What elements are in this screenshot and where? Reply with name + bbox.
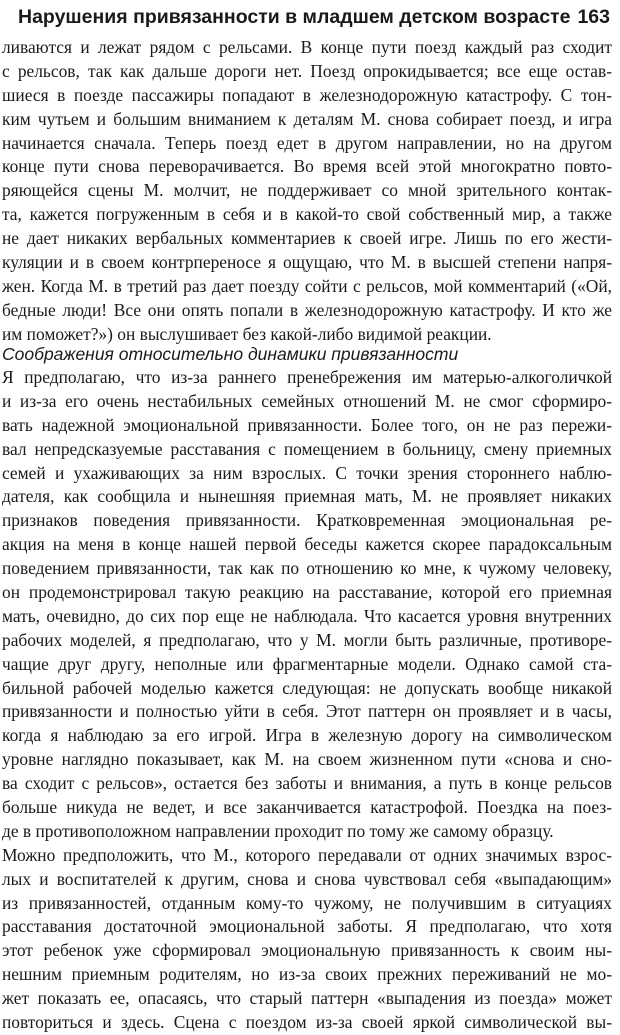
- text-line: и из-за его очень нестабильных семейных отношений М. не смог сформиро-: [2, 390, 612, 411]
- text-line: ряющейся сцены М. молчит, не поддерживает со мной зрительного контак-: [2, 180, 612, 201]
- text-line: чащие друг другу, неполные или фрагментарные модели. Однако самой ста-: [2, 653, 612, 674]
- text-line: расставания достаточной эмоциональной заботы. Я предполагаю, что хотя: [2, 916, 612, 937]
- text-line: ливаются и лежат рядом с рельсами. В конце пути поезд каждый раз сходит: [2, 37, 612, 57]
- text-line: акция на меня в конце нашей первой беседы кажется скорее парадоксальным: [2, 534, 612, 555]
- text-line: вал непредсказуемые расставания с помещением в больницу, смену приемных: [2, 438, 612, 459]
- text-line: де в противоположном направлении проходит по тому же самому образцу.: [2, 820, 554, 841]
- text-line: ва сходит с рельсов», остается без заботы и внимания, а путь в конце рельсов: [2, 773, 612, 794]
- text-line: он продемонстрировал такую реакцию на расставание, которой его приемная: [2, 582, 612, 603]
- text-line: конце пути снова переворачивается. Во время всей этой многократно повто-: [2, 156, 612, 177]
- text-line: шиеся в поезде пассажиры попадают в железнодорожную катастрофу. С тон-: [2, 84, 612, 105]
- text-line: признаков поведения привязанности. Кратковременная эмоциональная ре-: [2, 510, 612, 531]
- text-line: рабочих моделей, я предполагаю, что у М. могли быть различные, противоре-: [2, 629, 612, 650]
- text-line: жет показать ее, опасаясь, что старый паттерн «выпадения из поезда» может: [2, 988, 612, 1009]
- text-line: Можно предположить, что М., которого передавали от одних значимых взрос-: [2, 844, 612, 865]
- section-heading: Соображения относительно динамики привязанности: [2, 344, 459, 364]
- text-line: привязанности и полностью уйти в себя. Этот паттерн он проявляет и в часы,: [2, 701, 612, 722]
- text-line: бильной рабочей моделью кажется следующая: не допускать вообще никакой: [2, 677, 612, 698]
- text-line: этот ребенок уже сформировал эмоциональную привязанность к своим ны-: [2, 940, 612, 961]
- paragraph-2: [2, 366, 612, 1035]
- text-line: Я предполагаю, что из-за раннего пренебрежения им матерью-алкоголичкой: [2, 367, 612, 387]
- text-line: бедные люди! Все они опять попали в железнодорожную катастрофу. И кто же: [2, 299, 612, 320]
- text-line: когда я наблюдаю за его игрой. Игра в железную дорогу на символическом: [2, 725, 612, 746]
- text-line: не дает никаких вербальных комментариев к своей игре. Лишь по его жести-: [2, 228, 612, 249]
- running-header: [17, 6, 610, 34]
- page-number: 163: [577, 6, 610, 28]
- text-line: повториться и здесь. Сцена с поездом из-за своей яркой символической вы-: [2, 1012, 612, 1033]
- text-line: поведением привязанности, так как по отношению ко мне, к чужому человеку,: [2, 558, 612, 579]
- paragraph-1: [2, 36, 612, 347]
- text-line: начинается сначала. Теперь поезд едет в другом направлении, но на другом: [2, 132, 612, 153]
- running-header-title: Нарушения привязанности в младшем детском возрасте: [17, 6, 571, 28]
- text-line: уровне наглядно показывает, как М. на своем жизненном пути «снова и сно-: [2, 749, 612, 770]
- text-line: нешним приемным родителям, но из-за своих прежних переживаний не мо-: [2, 964, 612, 985]
- text-line: дателя, как сообщила и нынешняя приемная мать, М. не проявляет никаких: [2, 486, 612, 507]
- text-line: ким чутьем и большим вниманием к деталям М. снова собирает поезд, и игра: [2, 108, 612, 129]
- text-line: лых и воспитателей к другим, снова и снова чувствовал себя «выпадающим»: [2, 868, 612, 889]
- text-line: им поможет?») он выслушивает без какой-либо видимой реакции.: [2, 323, 492, 344]
- text-line: та, кажется погруженным в себя и в какой-то свой собственный мир, а также: [2, 204, 612, 225]
- text-line: мать, очевидно, до сих пор еще не наблюдала. Что касается уровня внутренних: [2, 605, 612, 626]
- text-line: куляции и в своем контрпереносе я ощущаю, что М. в высшей степени напря-: [2, 252, 612, 273]
- text-line: с рельсов, так как дальше дороги нет. Поезд опрокидывается; все еще остав-: [2, 60, 612, 81]
- text-line: больше никуда не ведет, и все заканчивается катастрофой. Поездка на поез-: [2, 797, 612, 818]
- text-line: семей и ухаживающих за ним взрослых. С точки зрения стороннего наблю-: [2, 462, 612, 483]
- text-line: из привязанностей, отданным кому-то чужому, не получившим в ситуациях: [2, 892, 612, 913]
- text-line: жен. Когда М. в третий раз дает поезду сойти с рельсов, мой комментарий («Ой,: [2, 275, 612, 296]
- text-line: вать надежной эмоциональной привязанности. Более того, он не раз пережи-: [2, 414, 612, 435]
